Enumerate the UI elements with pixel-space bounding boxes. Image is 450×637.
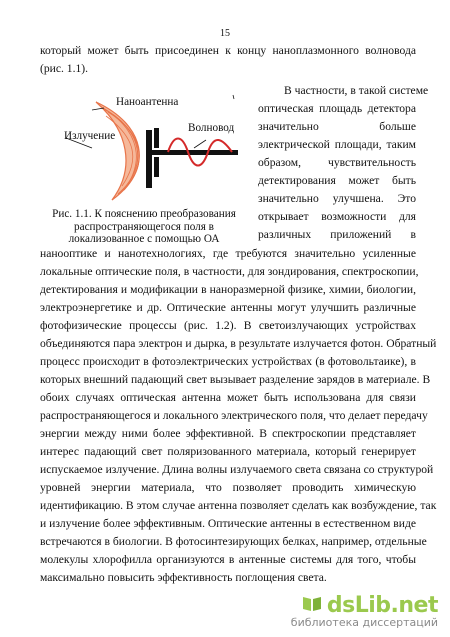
body-line-2: локальные оптические поля, в частности, для зондирования, спектроскопии, [40,265,419,278]
label-waveguide: Волновод [188,122,235,134]
body-line-9: обоих случаях оптическая антенна может быть использована для связи [40,391,416,404]
body-line-15: идентификацию. В этом случае антенна позволяет сделать как возбуждение, так [40,499,437,512]
column-line-5: образом, чувствительность [258,156,416,169]
body-line-19: максимально повысить эффективность поглощения света. [40,571,327,584]
caption-line-3: локализованное с помощью ОА [68,233,220,246]
column-line-8: открывает возможности для [258,210,416,223]
body-line-1: нанооптике и нанотехнологиях, где требуются значительно усиленные [40,247,416,260]
body-line-14: уровней энергии материала, что позволяет проводить химическую [40,481,416,494]
figure-caption [40,208,248,246]
column-line-2: оптическая площадь детектора [258,102,416,115]
body-line-12: интерес падающий свет поляризованного материала, который генерирует [40,445,416,458]
label-nanoantenna: Наноантенна [116,96,179,108]
book-icon [301,594,323,617]
page-number: 15 [220,28,230,39]
body-line-7: процесс происходит в фотоэлектрических устройствах (в фотовольтаике), в [40,355,416,368]
body-line-5: фотофизические процессы (рис. 1.2). В светоизлучающих устройствах [40,319,416,332]
intro-line-1: который может быть присоединен к концу наноплазмонного волновода [40,44,416,57]
watermark-brand[interactable]: dsLib.net [326,593,438,618]
body-line-4: электроэнергетике и др. Оптические антенны могут улучшить различные [40,301,416,314]
label-radiation: Излучение [64,130,116,142]
caption-line-1: Рис. 1.1. К пояснению преобразования [52,208,236,220]
column-line-6: детектирования может быть [258,174,416,187]
waveguide-arrow [194,140,206,148]
column-line-3: значительно больше [258,120,416,133]
intro-line-2: (рис. 1.1). [40,62,89,75]
caption-line-2: распространяющегося поля в [74,220,214,233]
body-line-8: которых внешний падающий свет вызывает разделение зарядов в материале. В [40,373,431,386]
column-line-4: электрической площади, таким [258,138,416,151]
body-line-11: энергии между ними более эффективной. В спектроскопии представляет [40,427,416,440]
watermark[interactable] [291,593,438,629]
body-line-6: объединяются пара электрон и дырка, в результате излучается фотон. Обратный [40,337,437,350]
figure-nanoantenna [56,94,246,206]
body-line-3: детектирования и модификации в наноразмерной физике, химии, биологии, [40,283,416,296]
column-line-7: значительно улучшена. Это [258,192,416,205]
waveguide-structure [146,128,238,188]
watermark-subtitle: библиотека диссертаций [290,616,438,629]
body-line-13: испускаемое излучение. Длина волны излучаемого света связана со структурой [40,463,434,476]
column-line-1: В частности, в такой системе [284,84,429,97]
body-line-17: встречаются в биологии. В фотосинтезирующих белках, например, отдельные [40,535,427,548]
crescent-antenna [96,102,139,200]
body-line-10: распространяющегося и локального электрического поля, что делает передачу [40,409,428,422]
body-line-18: молекулы хлорофилла организуются в антенные системы для того, чтобы [40,553,416,566]
small-tick-mark [233,95,234,99]
column-line-9: различных приложений в [258,228,416,241]
body-line-16: и излучение более эффективным. Оптические антенны в естественном виде [40,517,416,530]
nanoantenna-diagram [56,94,246,206]
antenna-arrow [92,108,104,110]
